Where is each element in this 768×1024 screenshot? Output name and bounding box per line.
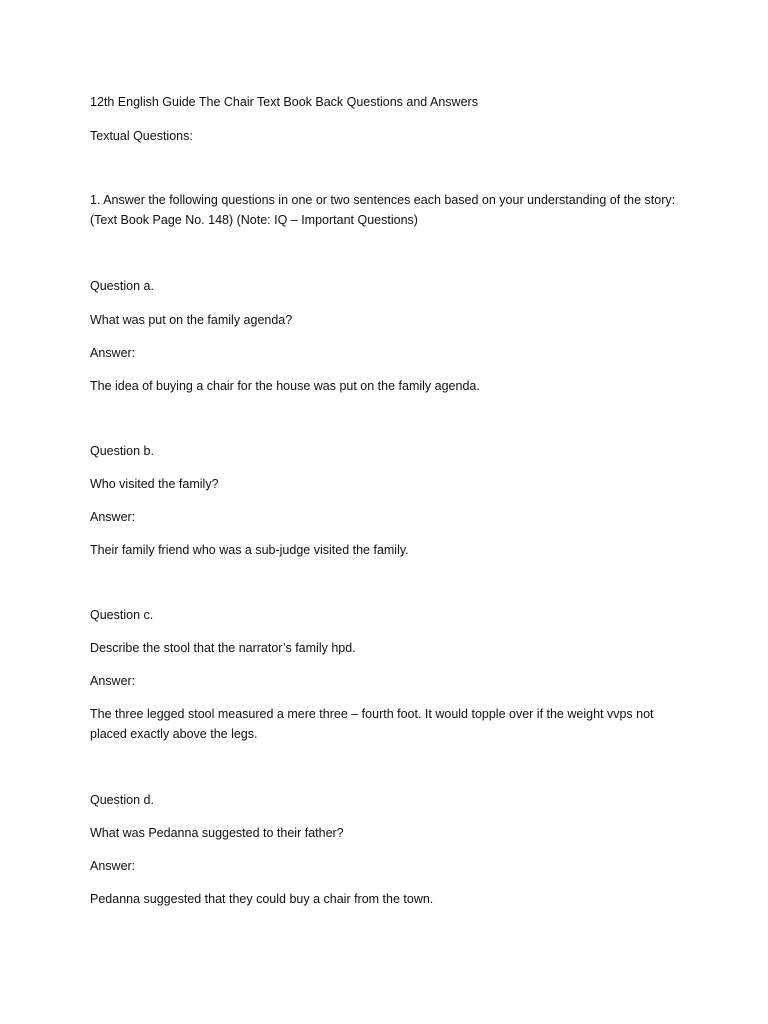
question-label: Question a. (90, 279, 154, 293)
instruction-text: 1. Answer the following questions in one or two sentences each based on your understanding of the story: (Text Book Page No. 148) (Note: IQ – Important Questions) (90, 193, 676, 227)
answer-text: The idea of buying a chair for the house was put on the family agenda. (90, 379, 480, 393)
answer-label: Answer: (90, 510, 136, 524)
answer-label: Answer: (90, 859, 136, 873)
question-text: What was Pedanna suggested to their father? (90, 826, 344, 840)
question-label: Question b. (90, 444, 154, 458)
question-label: Question d. (90, 793, 154, 807)
document-title: 12th English Guide The Chair Text Book Back Questions and Answers (90, 95, 478, 109)
question-text: What was put on the family agenda? (90, 313, 293, 327)
question-text: Who visited the family? (90, 477, 219, 491)
answer-text: The three legged stool measured a mere three – fourth foot. It would topple over if the weight vvps not placed exactly above the legs. (90, 707, 654, 741)
answer-label: Answer: (90, 674, 136, 688)
answer-label: Answer: (90, 346, 136, 360)
answer-text: Their family friend who was a sub-judge visited the family. (90, 543, 409, 557)
question-label: Question c. (90, 608, 154, 622)
question-text: Describe the stool that the narrator’s family hpd. (90, 641, 356, 655)
answer-text: Pedanna suggested that they could buy a chair from the town. (90, 892, 434, 906)
section-heading: Textual Questions: (90, 129, 193, 143)
